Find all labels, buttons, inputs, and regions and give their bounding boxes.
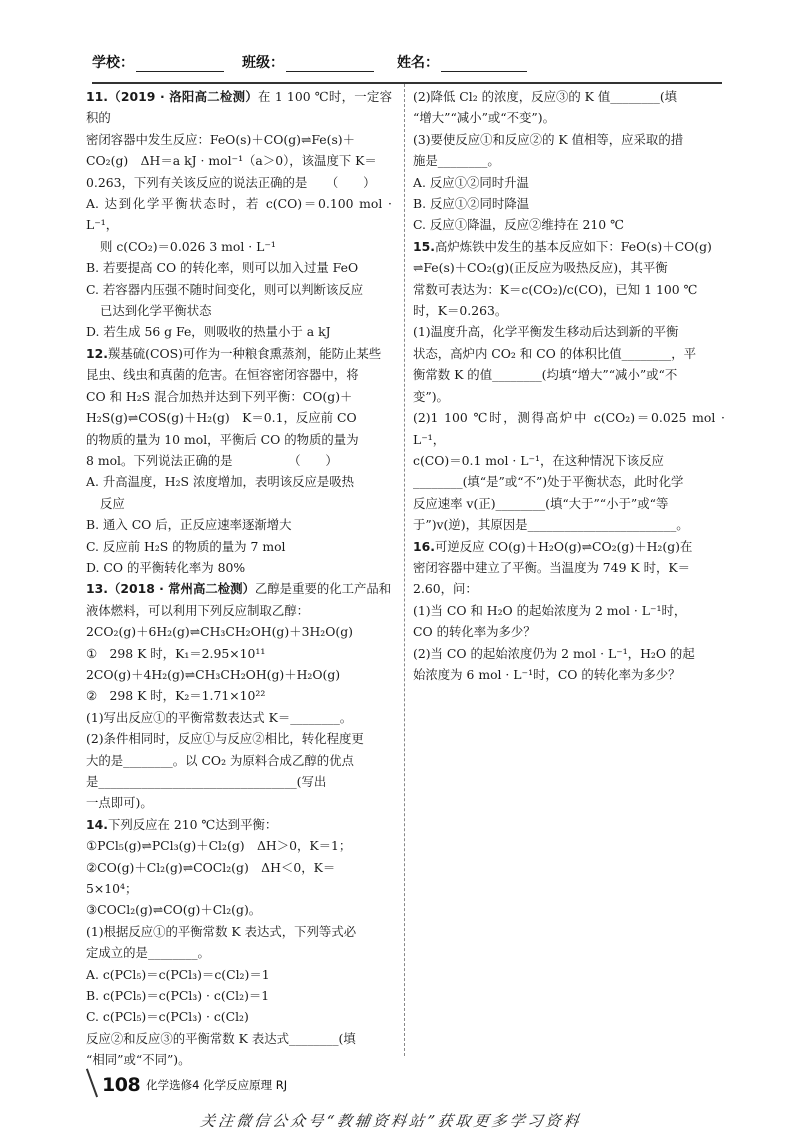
q14-sub-1: 定成立的是________。 [86, 945, 210, 961]
q14-sub-1: “相同”或“不同”)。 [86, 1052, 191, 1068]
book-title: 化学选修4 化学反应原理 RJ [146, 1078, 288, 1092]
q11-number: 11. [86, 89, 108, 104]
q13-sub-2: 是________________________________(写出 [86, 774, 327, 789]
q14-sub3-option-c: C. 反应①降温，反应②维持在 210 ℃ [413, 217, 624, 233]
q13-sub-1: (1)写出反应①的平衡常数表达式 K＝________。 [86, 709, 353, 725]
q16-sub-2: (2)当 CO 的起始浓度仍为 2 mol · L⁻¹，H₂O 的起 [413, 645, 695, 661]
q15-stem-line: 时，K＝0.263。 [413, 303, 508, 319]
q13-equation-1-k: ① 298 K 时，K₁＝2.95×10¹¹ [86, 645, 266, 661]
q15-number: 15. [413, 238, 435, 254]
header-divider [92, 82, 722, 84]
q12-option-b: B. 通入 CO 后，正反应速率逐渐增大 [86, 517, 292, 533]
school-field [92, 52, 224, 72]
q12-stem-line: 的物质的量为 10 mol，平衡后 CO 的物质的量为 [86, 431, 359, 447]
q11-option-a-cont: 则 c(CO₂)＝0.026 3 mol · L⁻¹ [100, 238, 276, 254]
q15-sub-1: 状态，高炉内 CO₂ 和 CO 的体积比值________，平 [413, 345, 697, 361]
q14-reaction-2: ②CO(g)＋Cl₂(g)⇌COCl₂(g) ΔH＜0，K＝ [86, 859, 336, 875]
q13-stem-line: 乙醇是重要的化工产品和 [254, 581, 392, 597]
q16-number: 16. [413, 538, 435, 554]
q14-sub-1: 反应②和反应③的平衡常数 K 表达式________(填 [86, 1030, 356, 1046]
school-input-line[interactable] [136, 53, 224, 72]
q15-stem-line: ⇌Fe(s)＋CO₂(g)(正反应为吸热反应)，其平衡 [413, 260, 668, 276]
student-info-header [92, 52, 732, 76]
promo-watermark: 关注微信公众号“教辅资料站”获取更多学习资料 [199, 1112, 583, 1130]
question-16 [413, 536, 725, 686]
column-divider [404, 84, 405, 1056]
q11-option-c-cont: 已达到化学平衡状态 [100, 303, 212, 319]
question-14 [86, 814, 392, 1071]
q14-reaction-1: ①PCl₅(g)⇌PCl₃(g)＋Cl₂(g) ΔH＞0，K＝1； [86, 838, 352, 854]
q12-option-d: D. CO 的平衡转化率为 80% [86, 559, 246, 575]
question-12 [86, 343, 392, 578]
q12-number: 12. [86, 345, 108, 361]
q15-sub-2: c(CO)＝0.1 mol · L⁻¹，在这种情况下该反应 [413, 452, 664, 468]
q14-sub3-option-b: B. 反应①②同时降温 [413, 196, 530, 212]
q11-option-d: D. 若生成 56 g Fe，则吸收的热量小于 a kJ [86, 324, 331, 340]
left-column [86, 86, 392, 1071]
page-number: 108 [102, 1074, 141, 1096]
class-label: 班级： [242, 55, 284, 71]
question-14-cont [413, 86, 725, 236]
q12-stem-line: 羰基硫(COS)可作为一种粮食熏蒸剂，能防止某些 [107, 345, 382, 361]
q14-reaction-3: ③COCl₂(g)⇌CO(g)＋Cl₂(g)。 [86, 902, 262, 918]
q11-stem-line: 密闭容器中发生反应：FeO(s)＋CO(g)⇌Fe(s)＋ [86, 131, 356, 147]
q14-sub-2: (2)降低 Cl₂ 的浓度，反应③的 K 值________(填 [413, 89, 678, 104]
q13-equation-2-k: ② 298 K 时，K₂＝1.71×10²² [86, 688, 266, 704]
q15-stem-line: 高炉炼铁中发生的基本反应如下：FeO(s)＋CO(g) [434, 238, 712, 254]
q16-sub-1: CO 的转化率为多少？ [413, 624, 536, 640]
q12-stem-line: 昆虫、线虫和真菌的危害。在恒容密闭容器中，将 [86, 367, 359, 383]
question-11 [86, 86, 392, 343]
q11-stem-line: 0.263，下列有关该反应的说法正确的是 （ ） [86, 174, 376, 190]
q16-sub-2: 始浓度为 6 mol · L⁻¹时，CO 的转化率为多少？ [413, 666, 681, 682]
q14-sub-3: 施是________。 [413, 153, 500, 169]
q15-sub-2: (2)1 100 ℃时，测得高炉中 c(CO₂)＝0.025 mol · L⁻¹， [413, 410, 725, 447]
name-label: 姓名： [397, 55, 439, 71]
q15-stem-line: 常数可表达为：K＝c(CO₂)/c(CO)，已知 1 100 ℃ [413, 281, 698, 297]
q12-option-a: A. 升高温度，H₂S 浓度增加，表明该反应是吸热 [86, 474, 355, 490]
q15-sub-1: (1)温度升高，化学平衡发生移动后达到新的平衡 [413, 324, 679, 340]
q14-sub3-option-a: A. 反应①②同时升温 [413, 174, 529, 190]
q16-stem-line: 密闭容器中建立了平衡。当温度为 749 K 时，K＝ [413, 559, 691, 575]
q13-sub-2: (2)条件相同时，反应①与反应②相比，转化程度更 [86, 731, 364, 747]
q13-stem-line: 液体燃料，可以利用下列反应制取乙醇： [86, 602, 310, 618]
name-input-line[interactable] [441, 53, 527, 72]
q12-stem-line: H₂S(g)⇌COS(g)＋H₂(g) K＝0.1，反应前 CO [86, 410, 357, 426]
q15-sub-2: 反应速率 v(正)________(填“大于”“小于”或“等 [413, 495, 669, 511]
page-footer [86, 1068, 287, 1096]
q11-source: （2019 · 洛阳高二检测） [107, 89, 258, 104]
footer-slash-mark [86, 1070, 96, 1096]
q16-stem-line: 可逆反应 CO(g)＋H₂O(g)⇌CO₂(g)＋H₂(g)在 [434, 538, 693, 554]
q12-stem-line: CO 和 H₂S 混合加热并达到下列平衡：CO(g)＋ [86, 388, 353, 404]
q13-equation-2: 2CO(g)＋4H₂(g)⇌CH₃CH₂OH(g)＋H₂O(g) [86, 666, 341, 682]
q12-stem-line: 8 mol。下列说法正确的是 （ ） [86, 452, 338, 468]
q16-stem-line: 2.60，问： [413, 581, 478, 597]
q13-sub-2: 一点即可)。 [86, 795, 153, 811]
q15-sub-2: ________(填“是”或“不”)处于平衡状态，此时化学 [413, 474, 684, 490]
q12-option-a-cont: 反应 [100, 495, 125, 511]
q14-stem-line: 下列反应在 210 ℃达到平衡： [107, 816, 278, 832]
q13-sub-2: 大的是________。以 CO₂ 为原料合成乙醇的优点 [86, 752, 354, 768]
q11-stem-line: CO₂(g) ΔH＝a kJ · mol⁻¹（a＞0），该温度下 K＝ [86, 153, 377, 169]
q14-reaction-2-cont: 5×10⁴； [86, 881, 138, 897]
q16-sub-1: (1)当 CO 和 H₂O 的起始浓度为 2 mol · L⁻¹时， [413, 602, 687, 618]
q14-number: 14. [86, 816, 108, 832]
q14-sub-1: (1)根据反应①的平衡常数 K 表达式，下列等式必 [86, 923, 357, 939]
class-input-line[interactable] [286, 53, 374, 72]
school-label: 学校： [92, 55, 134, 71]
q14-sub-3: (3)要使反应①和反应②的 K 值相等，应采取的措 [413, 131, 684, 147]
q12-option-c: C. 反应前 H₂S 的物质的量为 7 mol [86, 538, 286, 554]
right-column [413, 86, 725, 685]
q15-sub-2: 于”)v(逆)，其原因是________________________。 [413, 517, 689, 533]
q15-sub-1: 衡常数 K 的值________(均填“增大”“减小”或“不 [413, 367, 678, 383]
question-15 [413, 236, 725, 536]
name-field [397, 52, 527, 72]
q14-sub-2: “增大”“减小”或“不变”)。 [413, 110, 555, 126]
q14-option-b: B. c(PCl₅)＝c(PCl₃) · c(Cl₂)＝1 [86, 988, 270, 1004]
class-field [242, 52, 374, 72]
q13-source: （2018 · 常州高二检测） [107, 581, 255, 597]
question-13 [86, 578, 392, 813]
q11-option-c: C. 若容器内压强不随时间变化，则可以判断该反应 [86, 281, 364, 297]
q13-equation-1: 2CO₂(g)＋6H₂(g)⇌CH₃CH₂OH(g)＋3H₂O(g) [86, 624, 353, 640]
q13-number: 13. [86, 581, 108, 597]
q11-option-b: B. 若要提高 CO 的转化率，则可以加入过量 FeO [86, 260, 359, 276]
q11-stem-line: 在 1 100 ℃时，一定容积的 [86, 89, 392, 126]
q11-option-a: A. 达到化学平衡状态时，若 c(CO)＝0.100 mol · L⁻¹， [86, 196, 392, 233]
q14-option-c: C. c(PCl₅)＝c(PCl₃) · c(Cl₂) [86, 1009, 249, 1025]
q14-option-a: A. c(PCl₅)＝c(PCl₃)＝c(Cl₂)＝1 [86, 966, 270, 982]
q15-sub-1: 变”)。 [413, 388, 449, 404]
